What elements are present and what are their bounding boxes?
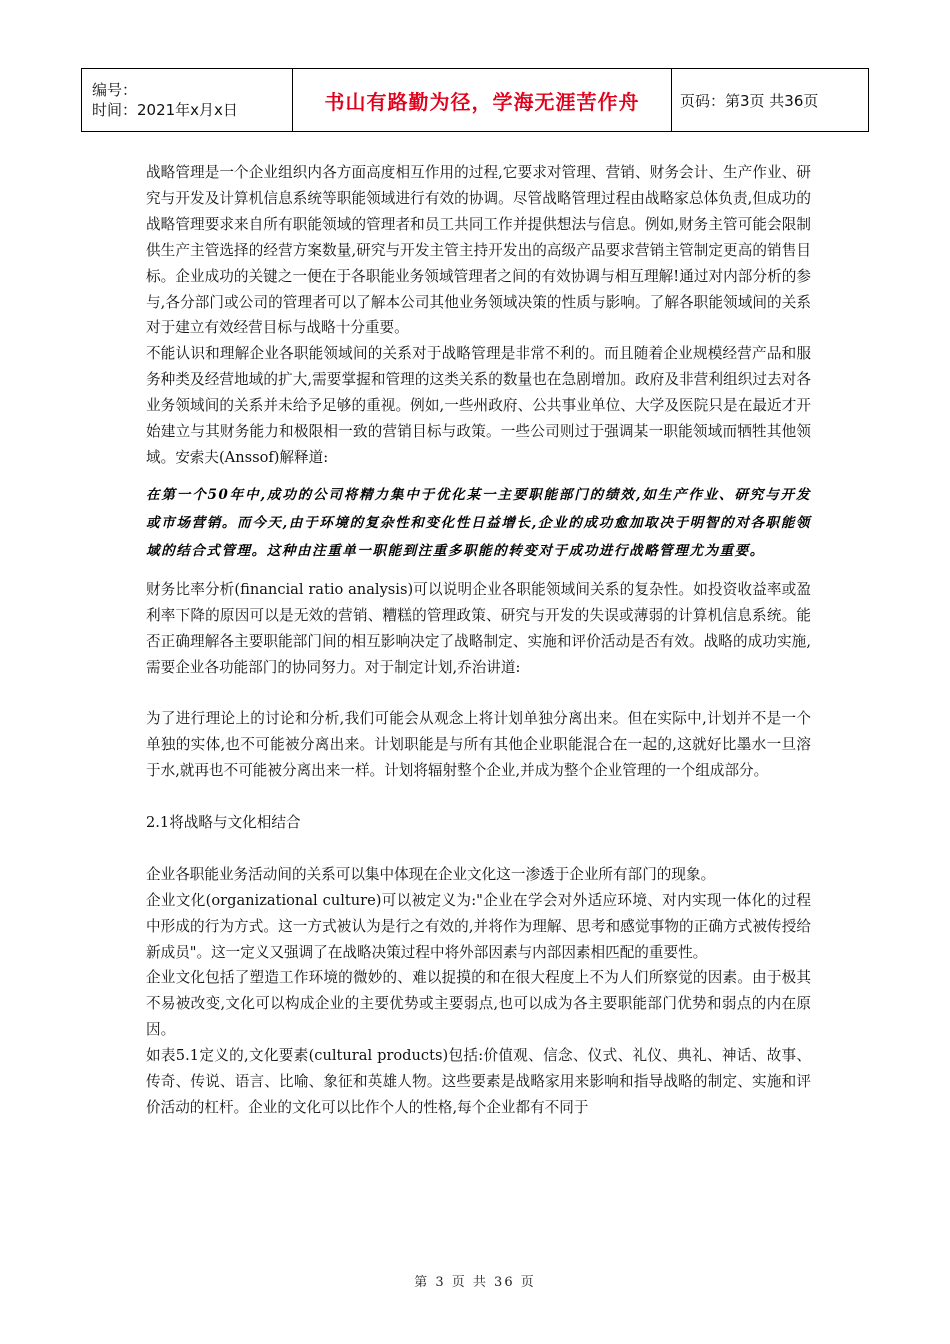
paragraph: 企业文化(organizational culture)可以被定义为:"企业在学会对外适应环境、对内实现一体化的过程中形成的行为方式。这一方式被认为是行之有效的,并将作为理解、思考和感觉事物的正确方式被传授给新成员"。这一定义又强调了在战略决策过程中将外部因素与内部因素相匹配的重要性。 <box>146 891 811 961</box>
document-body <box>146 160 811 1121</box>
document-date: 时间：2021年x月x日 <box>92 101 238 119</box>
paragraph: 为了进行理论上的讨论和分析,我们可能会从观念上将计划单独分离出来。但在实际中,计划并不是一个单独的实体,也不可能被分离出来。计划职能是与所有其他企业职能混合在一起的,这就好比墨水一旦溶于水,就再也不可能被分离出来一样。计划将辐射整个企业,并成为整个企业管理的一个组成部分。 <box>146 710 811 780</box>
paragraph: 企业各职能业务活动间的关系可以集中体现在企业文化这一渗透于企业所有部门的现象。 <box>146 865 716 883</box>
header-meta-cell <box>82 69 293 132</box>
header-page-code: 页码：第3页 共36页 <box>672 69 869 132</box>
paragraph: 如表5.1定义的,文化要素(cultural products)包括:价值观、信念、仪式、礼仪、典礼、神话、故事、传奇、传说、语言、比喻、象征和英雄人物。这些要素是战略家用来影响和指导战略的制定、实施和评价活动的杠杆。企业的文化可以比作个人的性格,每个企业都有不同于 <box>146 1047 811 1116</box>
document-number-label: 编号： <box>92 81 138 99</box>
header-motto: 书山有路勤为径，学海无涯苦作舟 <box>293 69 672 132</box>
block-quote: 在第一个50年中,成功的公司将精力集中于优化某一主要职能部门的绩效,如生产作业、研究与开发或市场营销。而今天,由于环境的复杂性和变化性日益增长,企业的成功愈加取决于明智的对各职能领域的结合式管理。这种由注重单一职能到注重多职能的转变对于成功进行战略管理尤为重要。 <box>146 486 811 559</box>
section-heading: 2.1将战略与文化相结合 <box>146 814 301 831</box>
paragraph: 战略管理是一个企业组织内各方面高度相互作用的过程,它要求对管理、营销、财务会计、生产作业、研究与开发及计算机信息系统等职能领域进行有效的协调。尽管战略管理过程由战略家总体负责,但成功的战略管理要求来自所有职能领域的管理者和员工共同工作并提供想法与信息。例如,财务主管可能会限制供生产主管选择的经营方案数量,研究与开发主管主持开发出的高级产品要求营销主管制定更高的销售目标。企业成功的关键之一便在于各职能业务领域管理者之间的有效协调与相互理解!通过对内部分析的参与,各分部门或公司的管理者可以了解本公司其他业务领域决策的性质与影响。了解各职能领域间的关系对于建立有效经营目标与战略十分重要。 <box>146 164 811 337</box>
spacer <box>146 784 811 810</box>
page-footer: 第 3 页 共 36 页 <box>414 1275 536 1290</box>
spacer <box>146 836 811 862</box>
spacer <box>146 681 811 707</box>
paragraph: 财务比率分析(financial ratio analysis)可以说明企业各职能领域间关系的复杂性。如投资收益率或盈利率下降的原因可以是无效的营销、糟糕的管理政策、研究与开发的失误或薄弱的计算机信息系统。能否正确理解各主要职能部门间的相互影响决定了战略制定、实施和评价活动是否有效。战略的成功实施,需要企业各功能部门的协同努力。对于制定计划,乔治讲道: <box>146 580 811 676</box>
page-header <box>81 68 869 132</box>
paragraph: 企业文化包括了塑造工作环境的微妙的、难以捉摸的和在很大程度上不为人们所察觉的因素。由于极其不易被改变,文化可以构成企业的主要优势或主要弱点,也可以成为各主要职能部门优势和弱点的内在原因。 <box>146 969 811 1039</box>
paragraph: 不能认识和理解企业各职能领域间的关系对于战略管理是非常不利的。而且随着企业规模经营产品和服务种类及经营地域的扩大,需要掌握和管理的这类关系的数量也在急剧增加。政府及非营利组织过去对各业务领域间的关系并未给予足够的重视。例如,一些州政府、公共事业单位、大学及医院只是在最近才开始建立与其财务能力和极限相一致的营销目标与政策。一些公司则过于强调某一职能领域而牺牲其他领域。安索夫(Anssof)解释道: <box>146 345 811 466</box>
